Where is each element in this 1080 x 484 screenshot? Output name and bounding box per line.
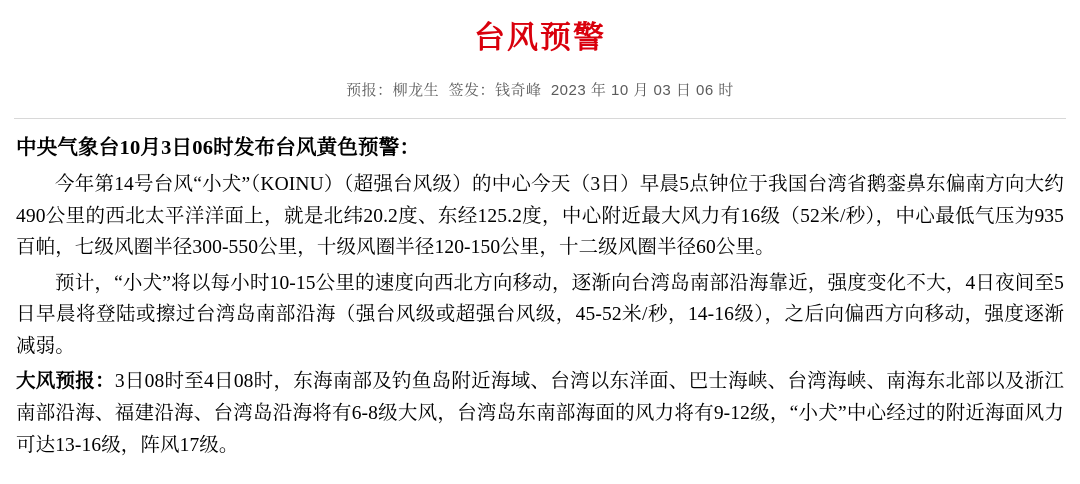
wind-forecast-text: 3日08时至4日08时，东海南部及钓鱼岛附近海域、台湾以东洋面、巴士海峡、台湾海峡、南海东北部以及浙江南部沿海、福建沿海、台湾岛沿海将有6-8级大风，台湾岛东南部海面的风力将有9-12级，“小犬”中心经过的附近海面风力可达13-16级，阵风17级。 (16, 371, 1064, 456)
lead-paragraph: 中央气象台10月3日06时发布台风黄色预警： (16, 137, 421, 160)
body-paragraph-2: 预计，“小犬”将以每小时10-15公里的速度向西北方向移动，逐渐向台湾岛南部沿海靠近，强度变化不大，4日夜间至5日早晨将登陆或擦过台湾岛南部沿海（强台风级或超强台风级，45-52米/秒，14-16级），之后向偏西方向移动，强度逐渐减弱。 (16, 272, 1064, 357)
issue-datetime: 2023 年 10 月 03 日 06 时 (550, 82, 734, 100)
wind-forecast-paragraph (16, 366, 1064, 461)
issuer-label: 签发： (448, 82, 495, 100)
page-title: 台风预警 (474, 20, 606, 56)
forecaster-label: 预报： (346, 82, 393, 100)
body-paragraph-1: 今年第14号台风“小犬”（KOINU）（超强台风级）的中心今天（3日）早晨5点钟位于我国台湾省鹅銮鼻东偏南方向大约490公里的西北太平洋洋面上，就是北纬20.2度、东经125.2度，中心附近最大风力有16级（52米/秒），中心最低气压为935百帕，七级风圈半径300-550公里，十级风圈半径120-150公里，十二级风圈半径60公里。 (16, 173, 1064, 259)
issuer-name: 钱奇峰 (494, 82, 542, 100)
wind-forecast-label: 大风预报： (16, 371, 115, 393)
byline (0, 79, 1080, 100)
document-body (0, 119, 1080, 461)
forecaster-name: 柳龙生 (392, 82, 440, 100)
